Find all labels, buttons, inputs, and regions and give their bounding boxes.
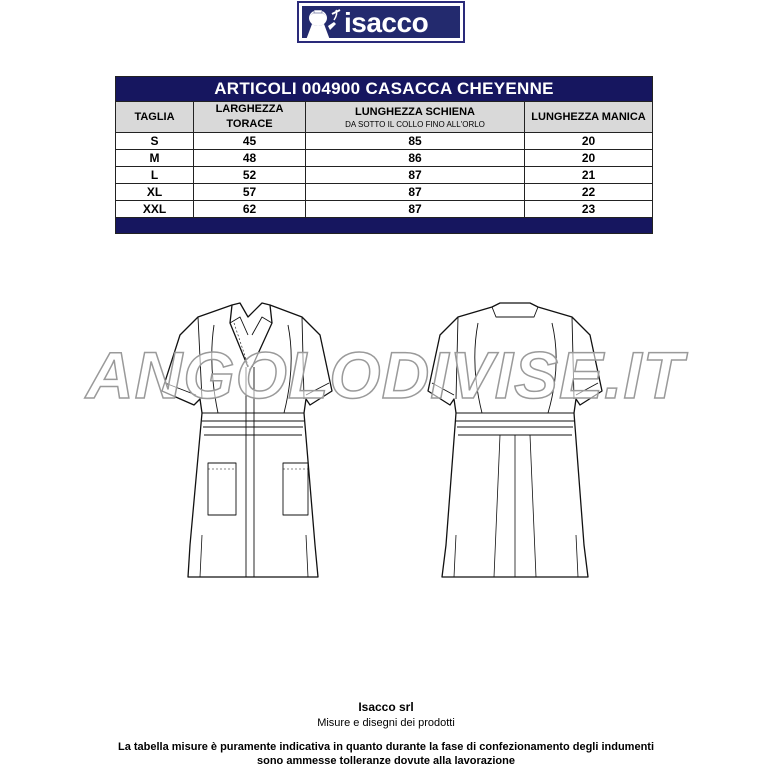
header-back (306, 102, 525, 133)
header-back-label: LUNGHEZZA SCHIENA (355, 106, 475, 118)
cell-sleeve: 22 (525, 184, 653, 201)
company-name: Isacco srl (358, 700, 414, 714)
header-size: TAGLIA (116, 102, 194, 133)
cell-sleeve: 20 (525, 150, 653, 167)
header-sleeve: LUNGHEZZA MANICA (525, 102, 653, 133)
cell-chest: 57 (194, 184, 306, 201)
table-row (116, 201, 653, 218)
table-title-row (116, 77, 653, 102)
disclaimer-line-1: La tabella misure è puramente indicativa in quanto durante la fase di confezionamento degli indumenti (117, 741, 655, 753)
cell-back: 87 (306, 184, 525, 201)
cell-size: XL (116, 184, 194, 201)
cell-sleeve: 23 (525, 201, 653, 218)
cell-size: XXL (116, 201, 194, 218)
cell-back: 87 (306, 201, 525, 218)
brand-logo (297, 1, 465, 43)
cell-back: 87 (306, 167, 525, 184)
disclaimer (0, 740, 772, 768)
table-row (116, 184, 653, 201)
cell-chest: 48 (194, 150, 306, 167)
nurse-mascot-icon (304, 6, 344, 40)
table-row (116, 150, 653, 167)
company-subtitle: Misure e disegni dei prodotti (317, 717, 455, 729)
table-header-row (116, 102, 653, 133)
cell-chest: 52 (194, 167, 306, 184)
header-back-sub: DA SOTTO IL COLLO FINO ALL'ORLO (345, 120, 485, 129)
cell-size: S (116, 133, 194, 150)
table-footer-bar (116, 218, 653, 234)
header-chest: LARGHEZZA TORACE (194, 102, 306, 133)
disclaimer-line-2: sono ammesse tolleranze dovute alla lavorazione (257, 755, 515, 767)
cell-back: 86 (306, 150, 525, 167)
table-row (116, 133, 653, 150)
watermark-text: ANGOLODIVISE.IT (85, 338, 685, 412)
cell-sleeve: 20 (525, 133, 653, 150)
table-row (116, 167, 653, 184)
cell-chest: 62 (194, 201, 306, 218)
cell-back: 85 (306, 133, 525, 150)
table-title: ARTICOLI 004900 CASACCA CHEYENNE (116, 77, 653, 102)
brand-name: isacco (344, 7, 429, 38)
cell-sleeve: 21 (525, 167, 653, 184)
cell-size: L (116, 167, 194, 184)
cell-size: M (116, 150, 194, 167)
size-table (115, 76, 653, 234)
watermark (85, 334, 685, 414)
cell-chest: 45 (194, 133, 306, 150)
